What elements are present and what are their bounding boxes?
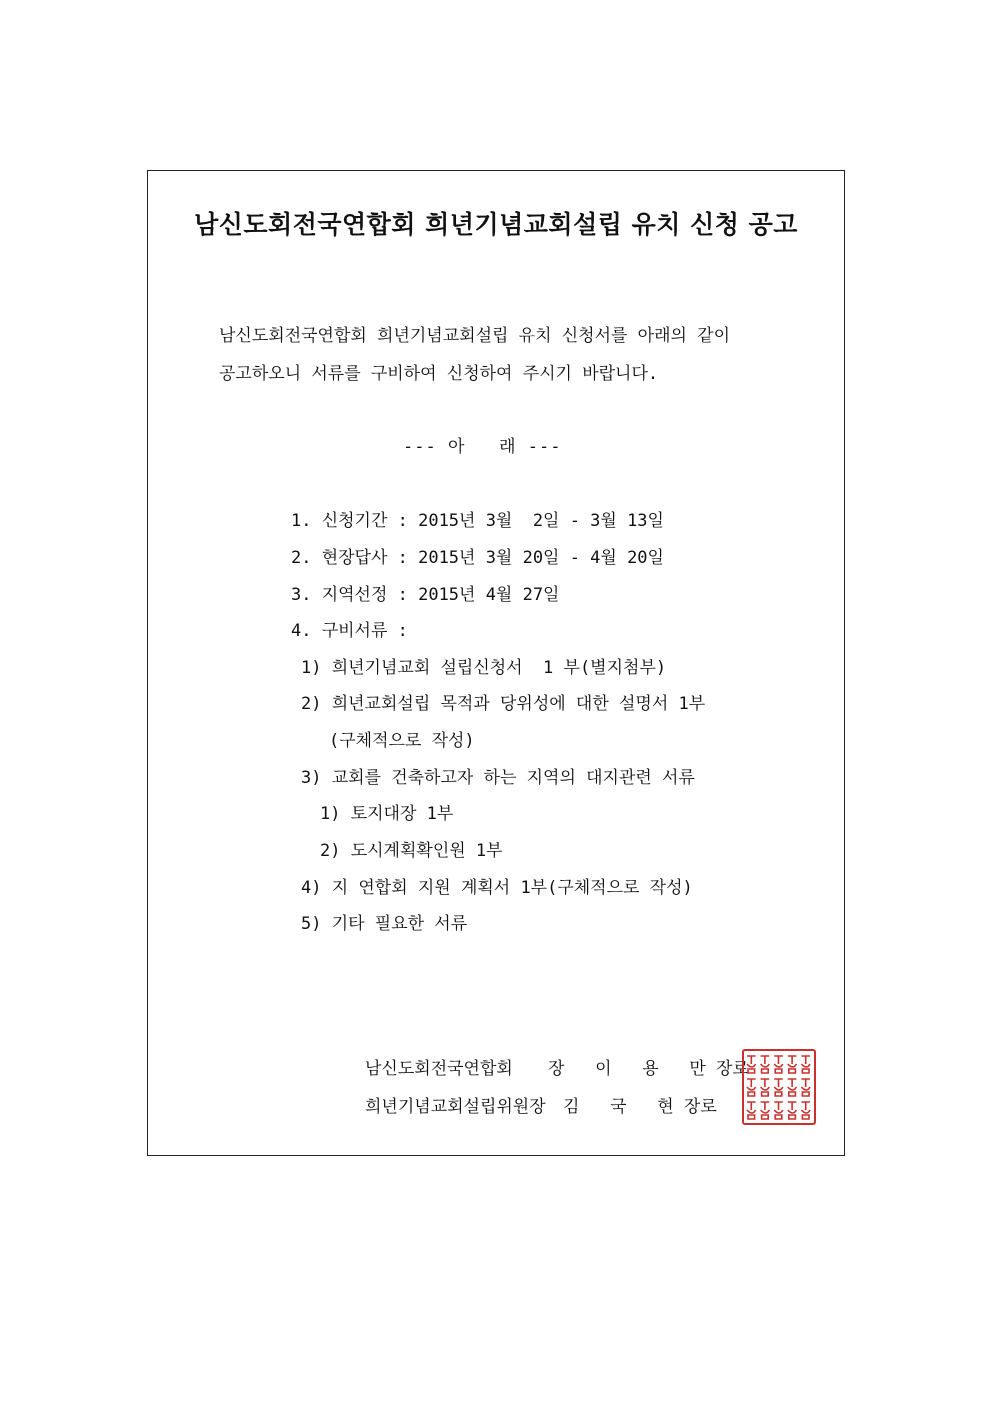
seal-stroke xyxy=(747,1079,756,1096)
seal-stroke xyxy=(788,1102,797,1119)
list-item-region-selection: 3. 지역선정 : 2015년 4월 27일 xyxy=(291,585,560,605)
seal-stroke xyxy=(801,1079,810,1096)
seal-stroke xyxy=(774,1079,783,1096)
sub-item-3: 3) 교회를 건축하고자 하는 지역의 대지관련 서류 xyxy=(301,768,695,788)
intro-line-1: 남신도회전국연합회 희년기념교회설립 유치 신청서를 아래의 같이 xyxy=(219,326,730,346)
sub-item-4: 4) 지 연합회 지원 계획서 1부(구체적으로 작성) xyxy=(301,878,693,898)
notice-title: 남신도회전국연합회 희년기념교회설립 유치 신청 공고 xyxy=(194,210,798,239)
sub-item-5: 5) 기타 필요한 서류 xyxy=(301,914,468,934)
sub-sub-item-1: 1) 토지대장 1부 xyxy=(320,804,454,824)
intro-line-2: 공고하오니 서류를 구비하여 신청하여 주시기 바랍니다. xyxy=(219,364,659,384)
seal-stroke xyxy=(801,1056,810,1073)
signature-name-1: 장 이 용 만 장로 xyxy=(548,1059,749,1079)
list-item-site-visit: 2. 현장답사 : 2015년 3월 20일 - 4월 20일 xyxy=(291,548,664,568)
seal-stroke xyxy=(801,1102,810,1119)
seal-stroke xyxy=(747,1056,756,1073)
sub-sub-item-2: 2) 도시계획확인원 1부 xyxy=(320,841,503,861)
sub-item-2-note: (구체적으로 작성) xyxy=(329,731,475,751)
official-seal-icon xyxy=(741,1048,817,1126)
list-item-required-documents: 4. 구비서류 : xyxy=(291,621,408,641)
seal-stroke xyxy=(774,1056,783,1073)
list-item-application-period: 1. 신청기간 : 2015년 3월 2일 - 3월 13일 xyxy=(291,511,664,531)
sub-item-1: 1) 희년기념교회 설립신청서 1 부(별지첨부) xyxy=(301,658,667,678)
sub-item-2: 2) 희년교회설립 목적과 당위성에 대한 설명서 1부 xyxy=(301,694,706,714)
seal-stroke xyxy=(761,1056,770,1073)
signature-org-2: 희년기념교회설립위원장 xyxy=(365,1097,546,1117)
seal-stroke xyxy=(761,1102,770,1119)
seal-stroke xyxy=(788,1079,797,1096)
seal-stroke xyxy=(747,1102,756,1119)
seal-stroke xyxy=(774,1102,783,1119)
section-separator: --- 아 래 --- xyxy=(403,437,562,457)
signature-org-1: 남신도회전국연합회 xyxy=(365,1059,513,1079)
signature-name-2: 김 국 현 장로 xyxy=(563,1097,717,1117)
seal-stroke xyxy=(761,1079,770,1096)
seal-stroke xyxy=(788,1056,797,1073)
